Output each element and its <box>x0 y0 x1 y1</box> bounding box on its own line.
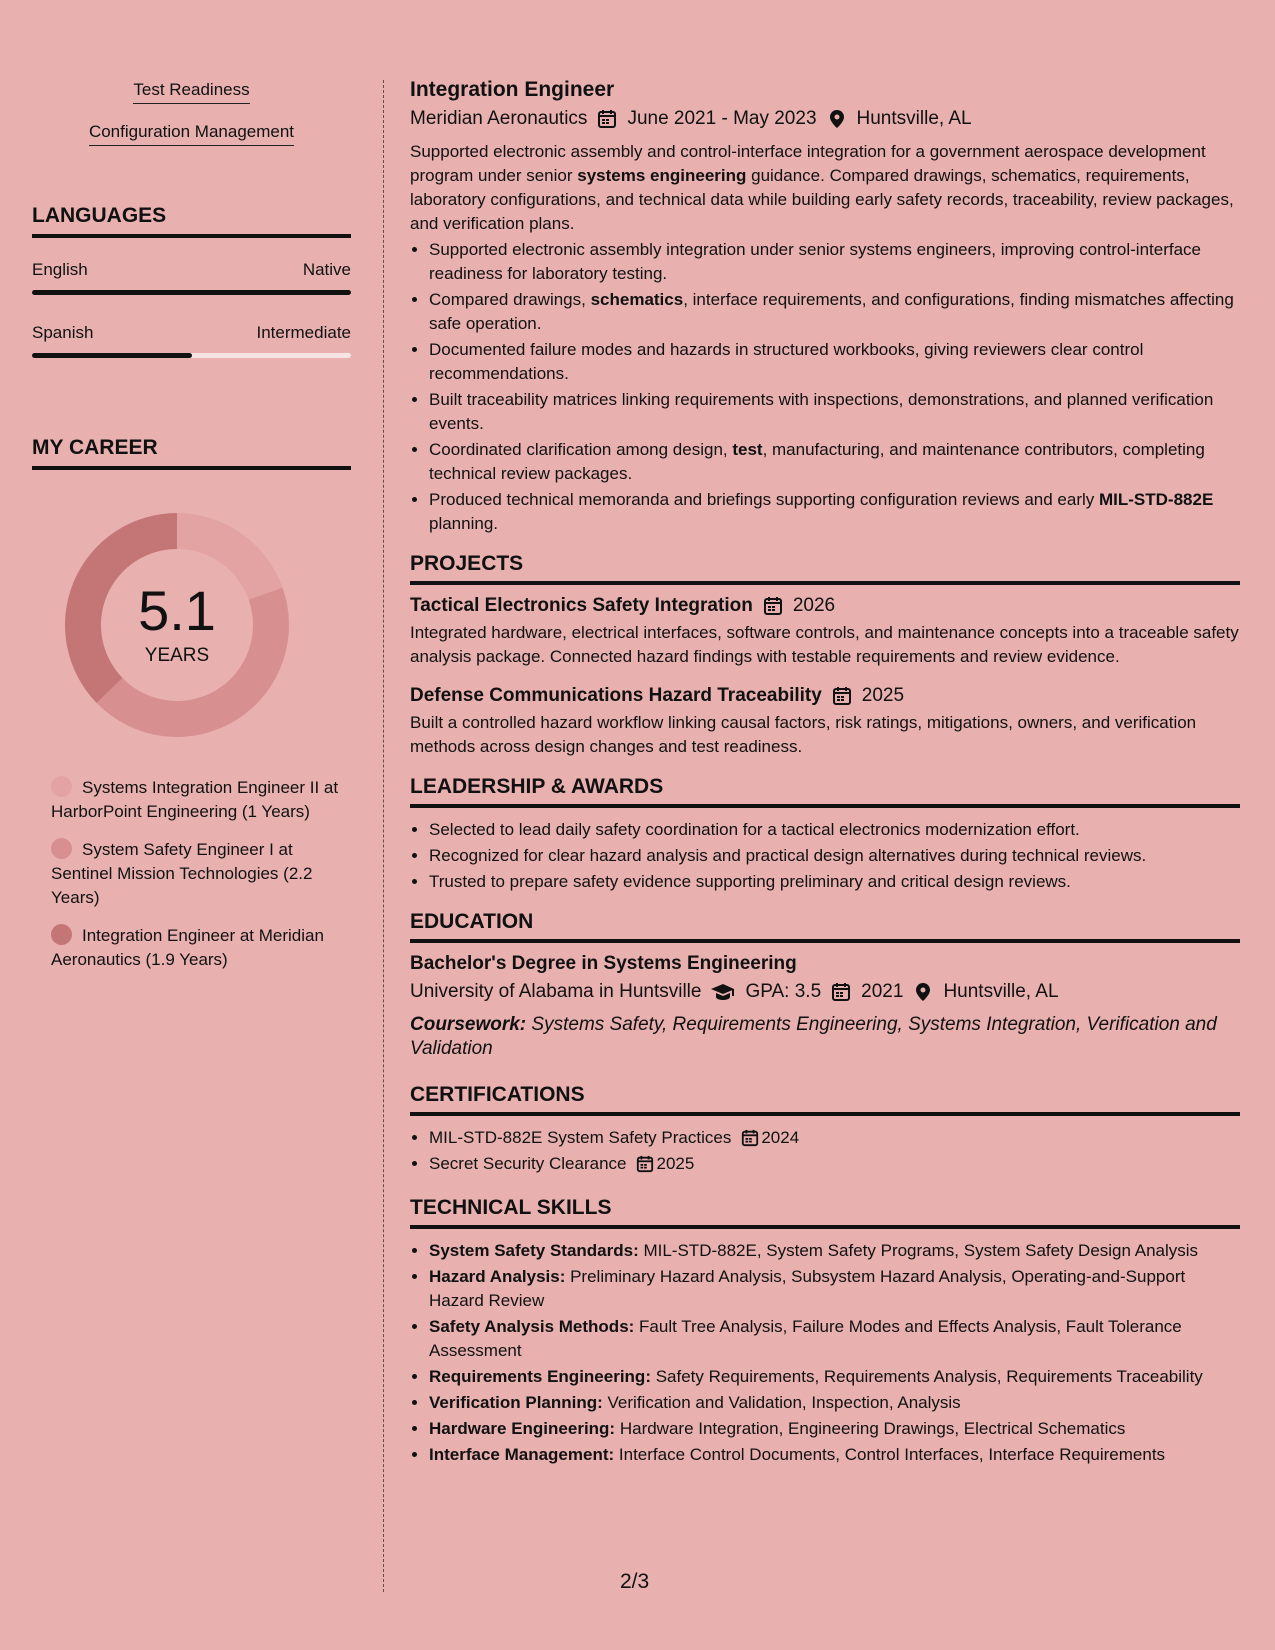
skill-item <box>429 1239 1240 1263</box>
skill-tag: Test Readiness <box>133 80 249 104</box>
job-dates: June 2021 - May 2023 <box>627 108 817 129</box>
company-name: Meridian Aeronautics <box>410 108 588 129</box>
job-location: Huntsville, AL <box>856 108 972 129</box>
certifications-heading: CERTIFICATIONS <box>410 1083 1240 1116</box>
career-total-years: 5.1 <box>138 579 216 642</box>
career-donut-chart <box>62 510 292 740</box>
skill-values: Hardware Integration, Engineering Drawings, Electrical Schematics <box>615 1419 1126 1438</box>
coursework-label: Coursework: <box>410 1014 527 1035</box>
map-pin-icon <box>913 982 933 1002</box>
skill-category: Hardware Engineering: <box>429 1419 616 1438</box>
career-legend <box>51 776 341 972</box>
job-bullet: • Built traceability matrices linking requirements with inspections, demonstrations, and planned verification events. <box>429 388 1240 436</box>
job-bullet: • Supported electronic assembly integration under senior systems engineers, improving control-interface readiness for laboratory testing. <box>429 238 1240 286</box>
job-bullet: • Compared drawings, schematics, interface requirements, and configurations, finding mismatches affecting safe operation. <box>429 288 1240 336</box>
languages-heading: LANGUAGES <box>32 204 351 238</box>
calendar-icon <box>597 109 617 129</box>
project-year: 2025 <box>861 685 905 706</box>
project-description: Integrated hardware, electrical interfaces, software controls, and maintenance concepts into a traceable safety analysis package. Connected hazard findings with testable requirements and review evidence. <box>410 623 1239 666</box>
skill-item <box>429 1417 1240 1441</box>
degree-name: Bachelor's Degree in Systems Engineering <box>410 953 797 974</box>
skill-item <box>429 1391 1240 1415</box>
calendar-icon <box>636 1155 654 1173</box>
project-description: Built a controlled hazard workflow linking causal factors, risk ratings, mitigations, owners, and verification methods across design changes and test readiness. <box>410 713 1197 756</box>
language-bar <box>32 353 351 358</box>
skill-category: System Safety Standards: <box>429 1241 639 1260</box>
leadership-list <box>410 818 1240 894</box>
skill-values: Verification and Validation, Inspection, Analysis <box>602 1393 961 1412</box>
career-legend-label: Integration Engineer at Meridian Aeronautics (1.9 Years) <box>51 926 324 969</box>
calendar-icon <box>831 982 851 1002</box>
calendar-icon <box>741 1129 759 1147</box>
career-legend-item <box>51 924 341 972</box>
leadership-item: • Trusted to prepare safety evidence supporting preliminary and critical design reviews. <box>429 870 1240 894</box>
career-legend-item <box>51 838 341 910</box>
project-name: Tactical Electronics Safety Integration <box>410 595 753 616</box>
job-bullet: • Coordinated clarification among design, test, manufacturing, and maintenance contributors, completing technical review packages. <box>429 438 1240 486</box>
language-item <box>32 323 351 358</box>
language-name: English <box>32 260 88 279</box>
legend-dot <box>51 924 72 945</box>
calendar-icon <box>763 596 783 616</box>
certification-name: • MIL-STD-882E System Safety Practices <box>429 1128 732 1147</box>
job-bullet: • Produced technical memoranda and briefings supporting configuration reviews and early MIL-STD-882E planning. <box>429 488 1240 536</box>
skill-category: Verification Planning: <box>429 1393 603 1412</box>
skill-category: Interface Management: <box>429 1445 615 1464</box>
sidebar <box>32 80 351 986</box>
certification-name: • Secret Security Clearance <box>429 1154 627 1173</box>
certification-item <box>429 1152 1240 1176</box>
project-item <box>410 685 1240 759</box>
skills-list <box>410 1239 1240 1467</box>
school-name: University of Alabama in Huntsville <box>410 981 702 1002</box>
project-year: 2026 <box>792 595 836 616</box>
education-location: Huntsville, AL <box>943 981 1059 1002</box>
skill-values: Preliminary Hazard Analysis, Subsystem Hazard Analysis, Operating-and-Support Hazard Review <box>429 1267 1186 1310</box>
language-bar-fill <box>32 290 351 295</box>
career-legend-label: Systems Integration Engineer II at HarborPoint Engineering (1 Years) <box>51 778 339 821</box>
coursework-list: Systems Safety, Requirements Engineering, Systems Integration, Verification and Validation <box>410 1014 1217 1059</box>
certification-year: 2024 <box>761 1128 800 1147</box>
job-title: Integration Engineer <box>410 78 615 101</box>
education-meta <box>410 981 1240 1003</box>
skill-category: Hazard Analysis: <box>429 1267 566 1286</box>
skill-category: Safety Analysis Methods: <box>429 1317 635 1336</box>
certification-item <box>429 1126 1240 1150</box>
skill-item <box>429 1315 1240 1363</box>
language-bar-fill <box>32 353 192 358</box>
project-name: Defense Communications Hazard Traceability <box>410 685 822 706</box>
experience-entry <box>410 78 1240 536</box>
language-name: Spanish <box>32 323 94 342</box>
skill-item <box>429 1443 1240 1467</box>
page-number: 2/3 <box>620 1570 650 1593</box>
skill-tag: Configuration Management <box>89 122 294 146</box>
gpa: GPA: 3.5 <box>745 981 822 1002</box>
leadership-item: • Recognized for clear hazard analysis and practical design alternatives during technical reviews. <box>429 844 1240 868</box>
skill-tags <box>32 80 351 164</box>
legend-dot <box>51 838 72 859</box>
job-bullets <box>410 238 1240 536</box>
skill-values: Fault Tree Analysis, Failure Modes and Effects Analysis, Fault Tolerance Assessment <box>429 1317 1182 1360</box>
certification-year: 2025 <box>656 1154 695 1173</box>
graduation-year: 2021 <box>861 981 904 1002</box>
calendar-icon <box>832 686 852 706</box>
map-pin-icon <box>827 109 847 129</box>
language-item <box>32 260 351 295</box>
skill-category: Requirements Engineering: <box>429 1367 651 1386</box>
career-years-label: YEARS <box>144 645 210 666</box>
project-item <box>410 595 1240 669</box>
job-meta <box>410 108 1240 130</box>
skill-values: Interface Control Documents, Control Interfaces, Interface Requirements <box>614 1445 1166 1464</box>
leadership-heading: LEADERSHIP & AWARDS <box>410 775 1240 808</box>
career-heading: MY CAREER <box>32 436 351 470</box>
skills-heading: TECHNICAL SKILLS <box>410 1196 1240 1229</box>
education-heading: EDUCATION <box>410 910 1240 943</box>
skill-values: Safety Requirements, Requirements Analysis, Requirements Traceability <box>650 1367 1203 1386</box>
job-summary: Supported electronic assembly and control-interface integration for a government aerospace development program under senior systems engineering guidance. Compared drawings, schematics, requirements, laboratory configurations, and technical data while building early safety records, traceability, review packages, and verification plans. <box>410 142 1234 233</box>
legend-dot <box>51 776 72 797</box>
job-bullet: • Documented failure modes and hazards in structured workbooks, giving reviewers clear control recommendations. <box>429 338 1240 386</box>
leadership-item: • Selected to lead daily safety coordination for a tactical electronics modernization effort. <box>429 818 1240 842</box>
column-divider <box>383 80 384 1592</box>
main-content <box>410 78 1240 1469</box>
skill-values: MIL-STD-882E, System Safety Programs, System Safety Design Analysis <box>638 1241 1199 1260</box>
projects-heading: PROJECTS <box>410 552 1240 585</box>
career-legend-label: System Safety Engineer I at Sentinel Mission Technologies (2.2 Years) <box>51 840 313 907</box>
language-bar <box>32 290 351 295</box>
language-level: Native <box>302 260 351 279</box>
coursework <box>410 1013 1240 1061</box>
language-level: Intermediate <box>256 323 351 342</box>
graduation-cap-icon <box>711 982 735 1002</box>
skill-item <box>429 1265 1240 1313</box>
skill-item <box>429 1365 1240 1389</box>
certifications-list <box>410 1126 1240 1176</box>
career-legend-item <box>51 776 341 824</box>
